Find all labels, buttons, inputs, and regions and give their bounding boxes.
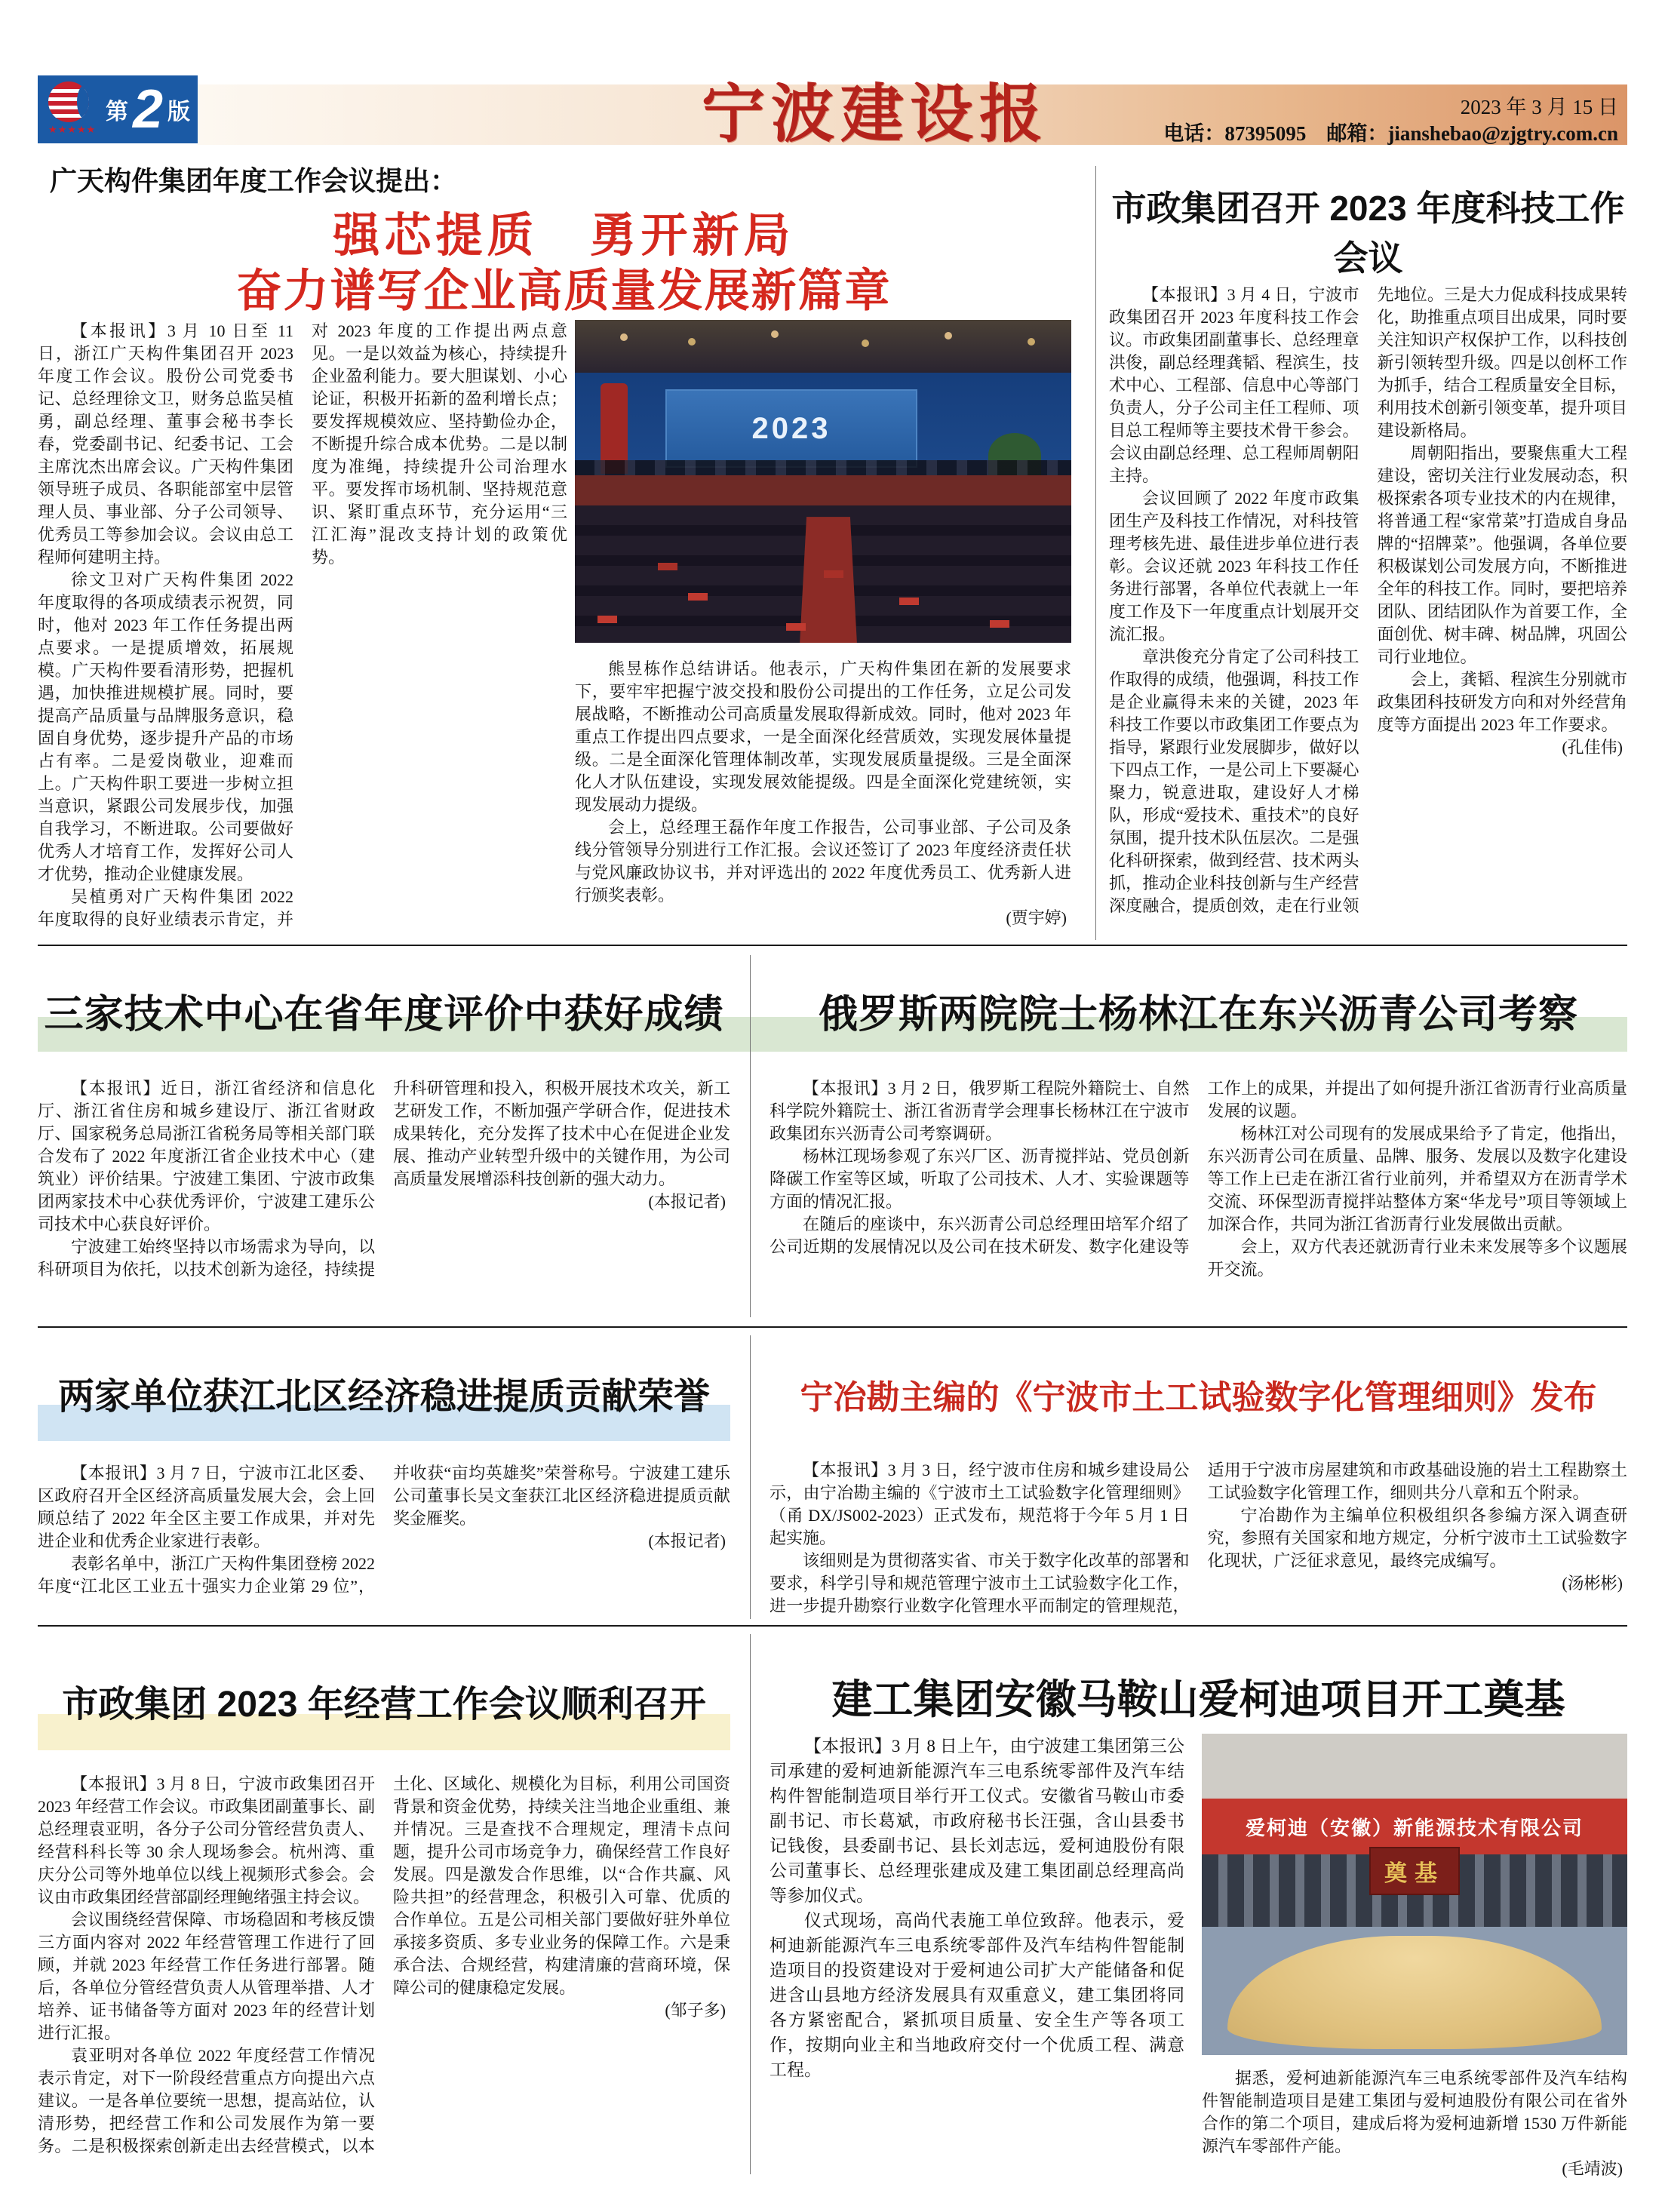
paragraph: 杨林江现场参观了东兴厂区、沥青搅拌站、党员创新降碳工作室等区域，听取了公司技术、人才、实验课题等方面的情况汇报。 (770, 1147, 1190, 1211)
ningyekan-byline: (汤彬彬) (1562, 1574, 1623, 1593)
guangtian-body-wide (575, 658, 1071, 940)
guangtian-body-columns (38, 320, 567, 940)
paragraph: 据悉，爱柯迪新能源汽车三电系统零部件及汽车结构件智能制造项目是建工集团与爱柯迪股份有限公司在省外合作的第二个项目，建成后将为爱柯迪新增 1530 万件新能源汽车零部件产能。 (1202, 2069, 1627, 2155)
paragraph: 会议回顾了 2022 年度市政集团生产及科技工作情况，对科技管理考核先进、最佳进步单位进行表彰。会议还就 2023 年科技工作任务进行部署，各单位代表就上一年度工作及下一年度重点计划展开交流汇报。 (1109, 489, 1359, 644)
paragraph: 会上，总经理王磊作年度工作报告，公司事业部、子公司及条线分管领导分别进行工作汇报。会议还签订了 2023 年度经济责任状与党风廉政协议书，并对评选出的 2022 年度优秀员工、优秀新人进行颁奖表彰。 (575, 818, 1071, 905)
horizontal-rule (38, 1625, 1627, 1627)
shizheng-tech-body (1109, 284, 1627, 939)
globe-icon (48, 81, 97, 137)
aikedi-body-under-photo (1202, 2067, 1627, 2179)
paragraph: 该细则是为贯彻落实省、市关于数字化改革的部署和要求，科学引导和规范管理宁波市土工试验数字化工作，进一步提升勘察行业数字化管理水平而制定的管理规范，适用于宁波市房屋建筑和市政基础设施的岩土工程勘察土工试验数字化管理工作，细则共分八章和五个附录。 (770, 1461, 1627, 1615)
publication-date: 2023 年 3 月 15 日 (1460, 96, 1618, 118)
photo-sky (1202, 1734, 1627, 1799)
tech-centers-byline: (本报记者) (648, 1192, 726, 1211)
ceremony-banner: 爱柯迪（安徽）新能源技术有限公司 (1202, 1799, 1627, 1854)
vertical-divider (750, 1335, 751, 1619)
paragraph: 【本报讯】3 月 4 日，宁波市政集团召开 2023 年度科技工作会议。市政集团副董事长、总经理章洪俊，副总经理龚韬、程滨生，技术中心、工程部、信息中心等部门负责人，分子公司主任工程师、项目总工程师等主要技术骨干参会。会议由副总经理、总工程师周朝阳主持。 (1109, 285, 1359, 485)
paragraph: 杨林江对公司现有的发展成果给予了肯定，他指出，东兴沥青公司在质量、品牌、服务、发展以及数字化建设等工作上已走在浙江省行业前列，并希望双方在沥青学术交流、环保型沥青搅拌站整体方案“华龙号”项目等领域上加深合作，共同为浙江省沥青行业发展做出贡献。 (1207, 1124, 1627, 1233)
photo-ceiling (575, 320, 1071, 373)
edition-badge (38, 75, 198, 143)
paragraph: 章洪俊充分肯定了公司科技工作取得的成绩，他强调，科技工作是企业赢得未来的关键，2023 年科技工作要以市政集团工作要点为指导，紧跟行业发展脚步，做好以下四点工作，一是公司上下要凝心聚力，锐意进取，建设好人才梯队，形成“爱技术、重技术”的良好氛围，提升技术队伍层次。二是强化科研探索，做到经营、技术两头抓，推动企业科技创新与生产经营深度融合，提质创效，走在行业领先地位。三是大力促成科技成果转化，助推重点项目出成果，同时要关注知识产权保护工作，以科技创新引领转型升级。四是以创杯工作为抓手，结合工程质量安全目标，利用技术创新引领变革，提升项目建设新格局。 (1109, 285, 1627, 915)
paragraph: 【本报讯】近日，浙江省经济和信息化厅、浙江省住房和城乡建设厅、浙江省财政厅、国家税务总局浙江省税务局等相关部门联合发布了 2022 年度浙江省企业技术中心（建筑业）评价结果。宁波建工集团、宁波市政集团两家技术中心获优秀评价，宁波建工建乐公司技术中心获良好评价。 (38, 1079, 375, 1233)
foundation-stone: 奠基 (1369, 1847, 1460, 1895)
edition-number: 2 (132, 79, 163, 140)
russia-visit-body (770, 1077, 1627, 1287)
aikedi-headline: 建工集团安徽马鞍山爱柯迪项目开工奠基 (831, 1677, 1565, 1722)
russia-visit-headline: 俄罗斯两院院士杨林江在东兴沥青公司考察 (818, 993, 1578, 1037)
shizheng-business-body (38, 1773, 730, 2176)
paragraph: 【本报讯】3 月 10 日至 11 日，浙江广天构件集团召开 2023 年度工作会议。股份公司党委书记、总经理徐文卫，财务总监吴植勇，副总经理、董事会秘书李长春，党委副书记、纪委书记、工会主席沈杰出席会议。广天构件集团领导班子成员、各职能部室中层管理人员、事业部、分子公司领导、优秀员工等参加会议。会议由总工程师何建明主持。 (38, 321, 293, 567)
red-carpet (799, 517, 857, 643)
jiangbei-awards-body (38, 1462, 730, 1616)
paragraph: 宁波建工始终坚持以市场需求为导向，以科研项目为依托，以技术创新为途径，持续提升科研管理和投入，积极开展技术攻关，新工艺研发工作，不断加强产学研合作，促进技术成果转化，充分发挥了技术中心在促进企业发展、推动产业转型升级中的关键作用，为公司高质量发展增添科技创新的强大动力。 (38, 1079, 730, 1279)
paragraph: 会上，龚韬、程滨生分别就市政集团科技研发方向和对外经营角度等方面提出 2023 年工作要求。 (1377, 670, 1627, 734)
edition-suffix: 版 (167, 100, 190, 124)
ningyekan-headline: 宁冶勘主编的《宁波市土工试验数字化管理细则》发布 (800, 1379, 1597, 1416)
guangtian-headline-line2: 奋力谱写企业高质量发展新篇章 (236, 266, 892, 316)
paragraph: 会议围绕经营保障、市场稳固和考核反馈三方面内容对 2022 年经营管理工作进行了回顾，并就 2023 年经营工作任务进行部署。随后，各单位分管经营负责人从管理举措、人才培养、证书储备等方面对 2023 年的经营计划进行汇报。 (38, 1910, 375, 2042)
stage-screen: 2023 (665, 389, 917, 468)
ceiling-lights-icon (620, 333, 628, 341)
tech-centers-body (38, 1077, 730, 1283)
guangtian-kicker: 广天构件集团年度工作会议提出： (50, 165, 458, 196)
paragraph: 【本报讯】3 月 3 日，经宁波市住房和城乡建设局公示，由宁冶勘主编的《宁波市土工试验数字化管理细则》（甬 DX/JS002-2023）正式发布，规范将于今年 5 月 1 日起实施。 (770, 1461, 1190, 1547)
conference-photo (575, 320, 1071, 643)
red-sashes (597, 616, 617, 623)
aikedi-byline: (毛靖波) (1562, 2159, 1623, 2178)
shizheng-tech-headline: 市政集团召开 2023 年度科技工作会议 (1111, 189, 1625, 278)
paragraph: 【本报讯】3 月 8 日上午，由宁波建工集团第三公司承建的爱柯迪新能源汽车三电系统零部件及汽车结构件智能制造项目举行开工仪式。安徽省马鞍山市委副书记、市长葛斌，市政府秘书长汪强，含山县委书记钱俊，县委副书记、县长刘志远，爱柯迪股份有限公司董事长、总经理张建成及建工集团副总经理高尚等参加仪式。 (770, 1737, 1184, 1905)
shizheng-business-headline: 市政集团 2023 年经营工作会议顺利召开 (62, 1685, 706, 1725)
paragraph: 表彰名单中，浙江广天构件集团登榜 2022 年度“江北区工业五十强实力企业第 29 位”，并收获“亩均英雄奖”荣誉称号。宁波建工建乐公司董事长吴文奎获江北区经济稳进提质贡献奖金雁奖。 (38, 1464, 730, 1596)
vertical-divider (750, 1634, 751, 2174)
vertical-divider (750, 955, 751, 1317)
paragraph: 吴植勇对广天构件集团 2022 年度取得的良好业绩表示肯定，并对 2023 年度的工作提出两点意见。一是以效益为核心，持续提升企业盈利能力。要大胆谋划、小心论证，积极开拓新的盈利增长点；要发挥规模效应、坚持勤俭办企，不断提升综合成本优势。二是以制度为准绳，持续提升公司治理水平。要发挥市场机制、坚持规范意识、紧盯重点环节，充分运用“三江汇海”混改支持计划的政策优势。 (38, 321, 567, 929)
edition-prefix: 第 (105, 100, 128, 124)
paragraph: 【本报讯】3 月 2 日，俄罗斯工程院外籍院士、自然科学院外籍院士、浙江省沥青学会理事长杨林江在宁波市政集团东兴沥青公司考察调研。 (770, 1079, 1190, 1143)
paragraph: 会上，双方代表还就沥青行业未来发展等多个议题展开交流。 (1207, 1237, 1627, 1279)
stars-icon: ★★★★★ (48, 124, 97, 135)
paragraph: 袁亚明对各单位 2022 年度经营工作情况表示肯定，对下一阶段经营重点方向提出六点建议。一是各单位要统一思想，提高站位，认清形势，把经营工作和公司发展作为第一要务。二是积极探索创新走出去经营模式，以本土化、区域化、规模化为目标，利用公司国资背景和资金优势，持续关注当地企业重组、兼并情况。三是查找不合理规定，理清卡点问题，提升公司市场竞争力，确保经营工作良好发展。四是激发合作思维，以“合作共赢、风险共担”的经营理念，积极引入可靠、优质的合作单位。五是公司相关部门要做好驻外单位承接多资质、多专业业务的保障工作。六是秉承合法、合规经营，构建清廉的营商环境，保障公司的健康稳定发展。 (38, 1774, 730, 2155)
aikedi-body-column (770, 1734, 1184, 2176)
paragraph: 宁冶勘作为主编单位积极组织各参编方深入调查研究，参照有关国家和地方规定，分析宁波市土工试验数字化现状，广泛征求意见，最终完成编写。 (1207, 1506, 1627, 1570)
shizheng-business-byline: (邹子多) (665, 2001, 726, 2020)
tech-centers-headline: 三家技术中心在省年度评价中获好成绩 (44, 993, 724, 1037)
guangtian-headline-line1: 强芯提质 勇开新局 (333, 210, 795, 262)
stage-table (575, 475, 1071, 505)
paragraph: 仪式现场，高尚代表施工单位致辞。他表示，爱柯迪新能源汽车三电系统零部件及汽车结构件智能制造项目的投资建设对于爱柯迪公司扩大产能储备和促进含山县地方经济发展具有双重意义，建工集团将同各方紧密配合，紧抓项目质量、安全生产等各项工作，按期向业主和当地政府交付一个优质工程、满意工程。 (770, 1911, 1184, 2079)
vertical-divider (1095, 166, 1096, 940)
jiangbei-awards-headline: 两家单位获江北区经济稳进提质贡献荣誉 (57, 1377, 710, 1417)
groundbreaking-photo (1202, 1734, 1627, 2055)
shizheng-tech-byline: (孔佳伟) (1562, 738, 1623, 757)
paragraph: 熊昱栋作总结讲话。他表示，广天构件集团在新的发展要求下，要牢牢把握宁波交投和股份公司提出的工作任务，立足公司发展战略，不断推动公司高质量发展取得新成效。同时，他对 2023 年重点工作提出四点要求，一是全面深化经营质效，实现发展体量提级。二是全面深化管理体制改革，实现发展质量提级。三是全面深化人才队伍建设，实现发展效能提级。四是全面深化党建统领，实现发展动力提级。 (575, 659, 1071, 814)
horizontal-rule (38, 1326, 1627, 1328)
paragraph: 徐文卫对广天构件集团 2022 年度取得的各项成绩表示祝贺，同时，他对 2023 年工作任务提出两点要求。一是提质增效，拓展规模。广天构件要看清形势，把握机遇，加快推进规模扩展。同时，要提高产品质量与品牌服务意识，稳固自身优势，逐步提升产品的市场占有率。二是爱岗敬业，迎难而上。广天构件职工要进一步树立担当意识，紧跟公司发展步伐，加强自我学习，不断进取。公司要做好优秀人才培育工作，发挥好公司人才优势，推动企业健康发展。 (38, 570, 293, 883)
paragraph: 【本报讯】3 月 7 日，宁波市江北区委、区政府召开全区经济高质量发展大会，会上回顾总结了 2022 年全区主要工作成果，并对先进企业和优秀企业家进行表彰。 (38, 1464, 375, 1550)
masthead-title: 宁波建设报 (701, 80, 1049, 150)
guangtian-byline: (贾宇婷) (1006, 908, 1067, 927)
paragraph: 周朝阳指出，要聚焦重大工程建设，密切关注行业发展动态，积极探索各项专业技术的内在规律，将普通工程“家常菜”打造成自身品牌的“招牌菜”。他强调，各单位要积极谋划公司发展方向，不断推进全年的科技工作。同时，要把培养团队、团结团队作为首要工作，全面创优、树丰碑、树品牌，巩固公司行业地位。 (1377, 444, 1627, 666)
contact-info: 电话：87395095 邮箱：jianshebao@zjgtry.com.cn (1163, 122, 1618, 145)
ningyekan-body (770, 1459, 1627, 1619)
horizontal-rule (38, 945, 1627, 946)
paragraph: 【本报讯】3 月 8 日，宁波市政集团召开 2023 年经营工作会议。市政集团副董事长、副总经理袁亚明，各分子公司分管经营负责人、经营科科长等 30 余人现场参会。杭州湾、重庆分公司等外地单位以线上视频形式参会。会议由市政集团经营部副经理鲍绪强主持会议。 (38, 1774, 375, 1906)
paragraph: 在随后的座谈中，东兴沥青公司总经理田培军介绍了公司近期的发展情况以及公司在技术研发、数字化建设等工作上的成果，并提出了如何提升浙江省沥青行业高质量发展的议题。 (770, 1079, 1627, 1256)
jiangbei-awards-byline: (本报记者) (648, 1532, 726, 1550)
